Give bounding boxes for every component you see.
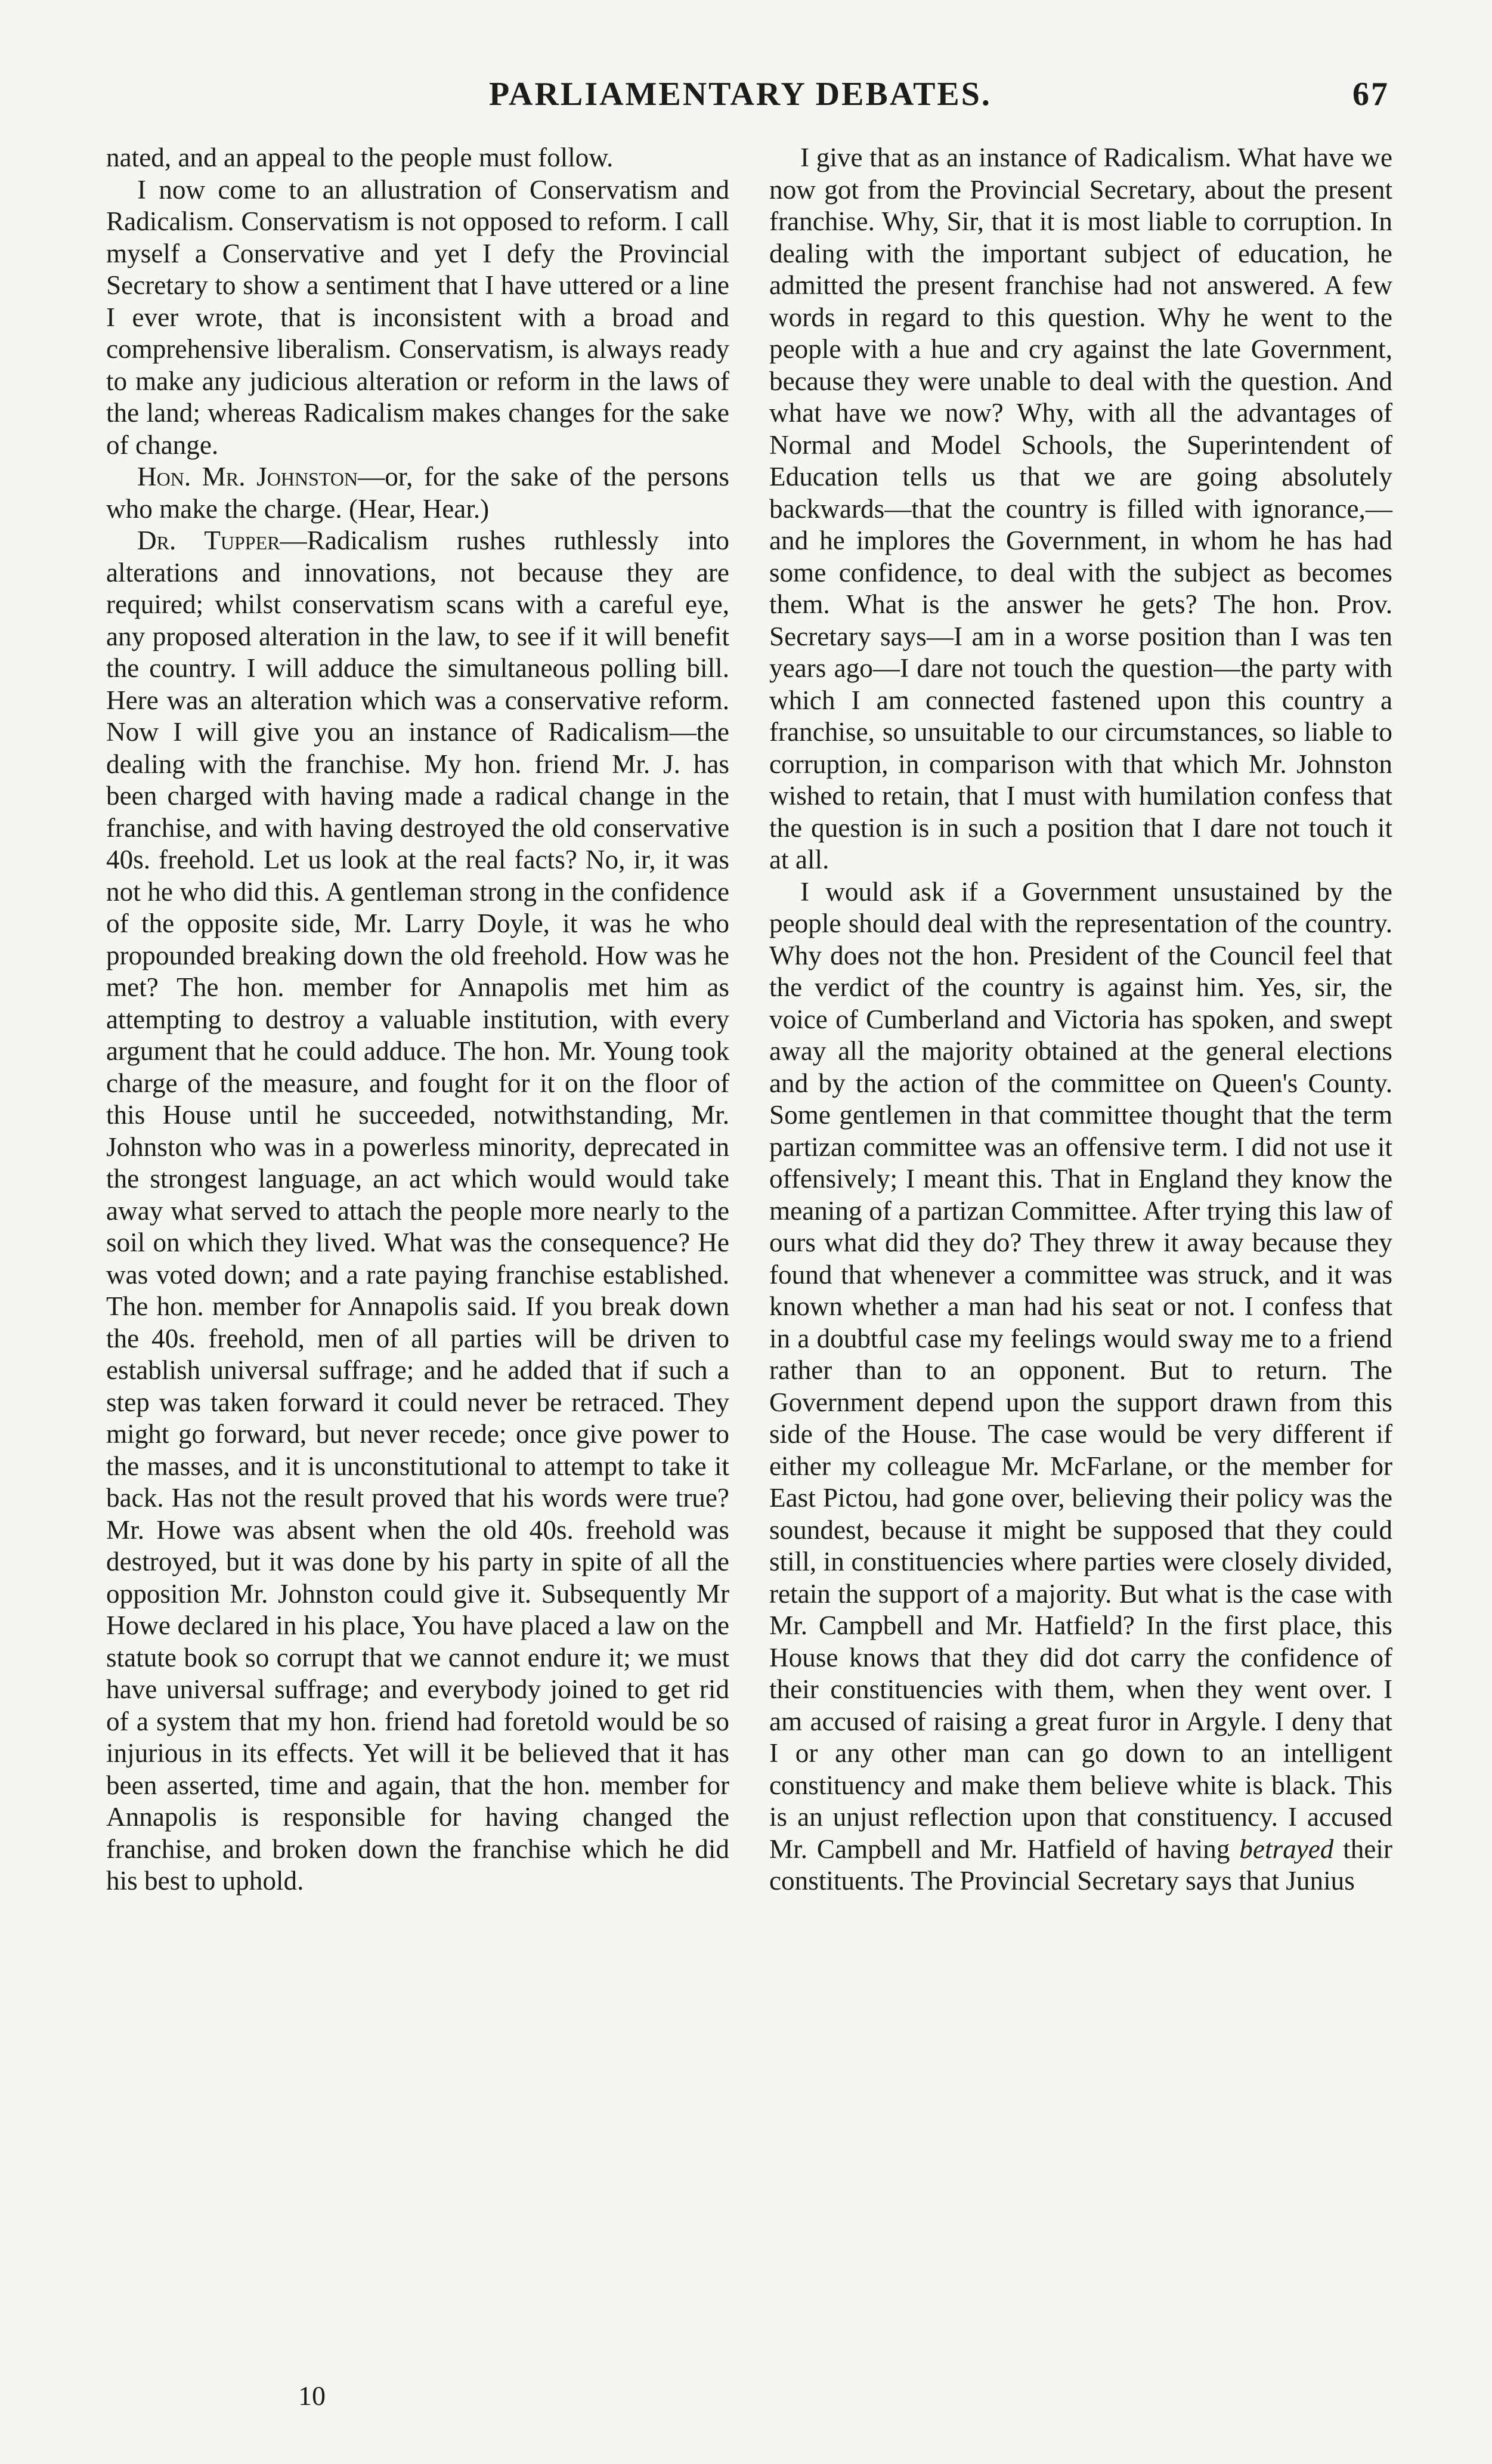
left-column [106,142,729,1897]
speech-text-end: their constituents. The Provincial Secretary says that Junius [769,1834,1392,1896]
running-title: PARLIAMENTARY DEBATES. [489,76,992,113]
speaker-name: Hon. Mr. Johnston [137,462,358,491]
speech-text: —Radicalism rushes ruthlessly into alterations and innovations, not because they are required; whilst conservatism scans with a careful eye, any proposed alteration in the law, to see if it will benefit the country. I will adduce the simultaneous polling bill. Here was an alteration which was a conservative reform. Now I will give you an instance of Radicalism—the dealing with the franchise. My hon. friend Mr. J. has been charged with having made a radical change in the franchise, and with having destroyed the old conservative 40s. freehold. Let us look at the real facts? No, ir, it was not he who did this. A gentleman strong in the confidence of the opposite side, Mr. Larry Doyle, it was he who propounded breaking down the old freehold. How was he met? The hon. member for Annapolis met him as attempting to destroy a valuable institution, with every argument that he could adduce. The hon. Mr. Young took charge of the measure, and fought for it on the floor of this House until he succeeded, notwithstanding, Mr. Johnston who was in a powerless minority, deprecated in the strongest language, an act which would would take away what served to attach the people more nearly to the soil on which they lived. What was the consequence? He was voted down; and a rate paying franchise established. The hon. member for Annapolis said. If you break down the 40s. freehold, men of all parties will be driven to establish universal suffrage; and he added that if such a step was taken forward it could never be retraced. They might go forward, but never recede; once give power to the masses, and it is unconstitutional to attempt to take it back. Has not the result proved that his words were true? Mr. Howe was absent when the old 40s. freehold was destroyed, but it was done by his party in spite of all the opposition Mr. Johnston could give it. Subsequently Mr Howe declared in his place, You have placed a law on the statute book so corrupt that we cannot endure it; we must have universal suffrage; and everybody joined to get rid of a system that my hon. friend had foretold would be so injurious in its effects. Yet will it be believed that it has been asserted, time and again, that the hon. member for Annapolis is responsible for having changed the franchise, and broken down the franchise which he did his best to uphold. [106,525,729,1896]
paragraph-conservatism: I now come to an allustration of Conservatism and Radicalism. Conservatism is not opposed to reform. I call myself a Conservative and yet I defy the Provincial Secretary to show a sentiment that I have uttered or a line I ever wrote, that is inconsistent with a broad and comprehensive liberalism. Conservatism, is always ready to make any judicious alteration or reform in the laws of the land; whereas Radicalism makes changes for the sake of change. [106,174,729,460]
page-header [107,70,1389,124]
paragraph-government-unsustained [769,876,1392,1897]
emphasis-word: betrayed [1239,1834,1334,1864]
paragraph-continuation: nated, and an appeal to the people must follow. [106,143,614,172]
speech-text: I would ask if a Government unsustained by the people should deal with the representation of the country. Why does not the hon. President of the Council feel that the verdict of the country is against him. Yes, sir, the voice of Cumberland and Victoria has spoken, and swept away all the majority obtained at the general elections and by the action of the committee on Queen's County. Some gentlemen in that committee thought that the term partizan committee was an offensive term. I did not use it offensively; I meant this. That in England they know the meaning of a partizan Committee. After trying this law of ours what did they do? They threw it away because they found that whenever a committee was struck, and it was known whether a man had his seat or not. I confess that in a doubtful case my feelings would sway me to a friend rather than to an opponent. But to return. The Government depend upon the support drawn from this side of the House. The case would be very different if either my colleague Mr. McFarlane, or the member for East Pictou, had gone over, believing their policy was the soundest, because it might be supposed that they could still, in constituencies where parties were closely divided, retain the support of a majority. But what is the case with Mr. Campbell and Mr. Hatfield? In the first place, this House knows that they did dot carry the confidence of their constituencies with them, when they went over. I am accused of raising a great furor in Argyle. I deny that I or any other man can go down to an intelligent constituency and make them believe white is black. This is an unjust reflection upon that constituency. I accused Mr. Campbell and Mr. Hatfield of having [769,876,1392,1864]
paragraph-radicalism-instance: I give that as an instance of Radicalism. What have we now got from the Provincial Secretary, about the present franchise. Why, Sir, that it is most liable to corruption. In dealing with the important subject of education, he admitted the present franchise had not answered. A few words in regard to this question. Why he went to the people with a hue and cry against the late Government, because they were unable to deal with the question. And what have we now? Why, with all the advantages of Normal and Model Schools, the Superintendent of Education tells us that we are going absolutely backwards—that the country is filled with ignorance,—and he implores the Government, in whom he has had some confidence, to deal with the subject as becomes them. What is the answer he gets? The hon. Prov. Secretary says—I am in a worse position than I was ten years ago—I dare not touch the question—the party with which I am connected fastened upon this country a franchise, so unsuitable to our circumstances, so liable to corruption, in comparison with that which Mr. Johnston wished to retain, that I must with humilation confess that the question is in such a position that I dare not touch it at all. [769,143,1392,874]
speaker-name: Dr. Tupper [137,525,280,555]
page-number: 67 [1352,76,1389,113]
paragraph-tupper-speech [106,525,729,1897]
right-column [769,142,1392,1897]
paragraph-johnston-interjection [106,461,729,525]
signature-mark: 10 [298,2380,326,2411]
speech-text: —or, for the sake of the persons who make the charge. (Hear, Hear.) [106,462,729,524]
